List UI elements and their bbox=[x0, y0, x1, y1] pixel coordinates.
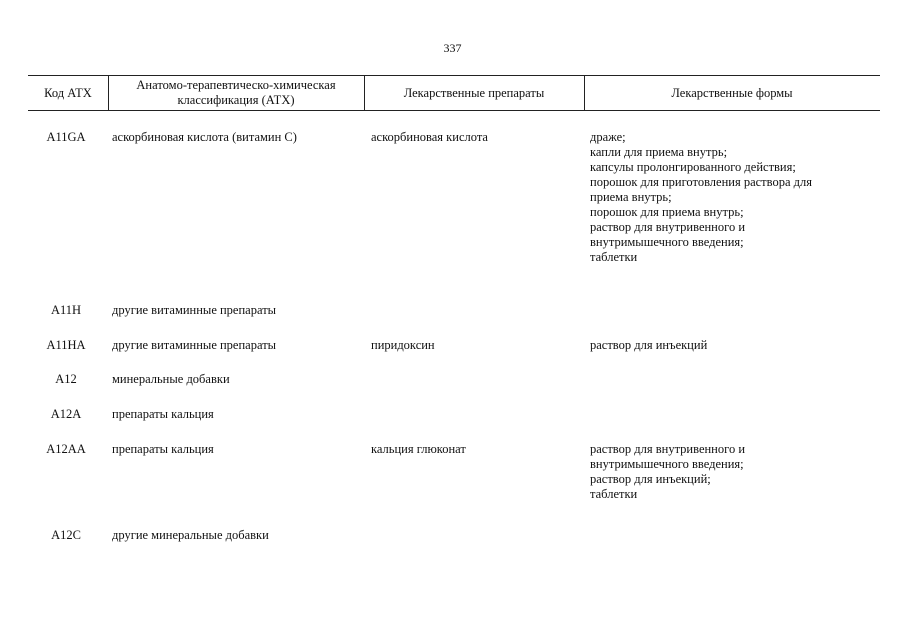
atc-code: A11HA bbox=[46, 338, 86, 352]
atc-code: A12A bbox=[50, 407, 82, 421]
header-bottom-rule bbox=[28, 110, 880, 111]
dosage-form-line: внутримышечного введения; bbox=[590, 457, 744, 471]
dosage-form-line: раствор для инъекций bbox=[590, 338, 708, 352]
atc-code: A12 bbox=[55, 372, 77, 386]
atc-name: препараты кальция bbox=[112, 407, 214, 421]
dosage-form-line: таблетки bbox=[590, 250, 638, 264]
drug-name: кальция глюконат bbox=[371, 442, 466, 456]
dosage-forms bbox=[590, 338, 880, 353]
header-drugs: Лекарственные препараты bbox=[403, 85, 545, 100]
atc-code: A11GA bbox=[46, 130, 86, 144]
atc-name: другие минеральные добавки bbox=[112, 528, 269, 542]
dosage-form-line: раствор для инъекций; bbox=[590, 472, 711, 486]
dosage-forms bbox=[590, 130, 880, 265]
atc-name: другие витаминные препараты bbox=[112, 303, 277, 317]
dosage-form-line: порошок для приготовления раствора для bbox=[590, 175, 812, 189]
drug-name: пиридоксин bbox=[371, 338, 435, 352]
atc-name: другие витаминные препараты bbox=[112, 338, 277, 352]
dosage-form-line: таблетки bbox=[590, 487, 638, 501]
header-dosage-forms: Лекарственные формы bbox=[671, 85, 793, 100]
dosage-form-line: капли для приема внутрь; bbox=[590, 145, 728, 159]
drug-name: аскорбиновая кислота bbox=[371, 130, 488, 144]
atc-name: препараты кальция bbox=[112, 442, 214, 456]
dosage-form-line: драже; bbox=[590, 130, 626, 144]
dosage-form-line: приема внутрь; bbox=[590, 190, 672, 204]
atc-code: A11H bbox=[50, 303, 82, 317]
header-atc-classification: Анатомо-терапевтическо-химическая классификация (АТХ) bbox=[136, 78, 336, 107]
page-number: 337 bbox=[443, 41, 462, 55]
dosage-forms bbox=[590, 442, 880, 502]
dosage-form-line: внутримышечного введения; bbox=[590, 235, 744, 249]
atc-name: аскорбиновая кислота (витамин С) bbox=[112, 130, 297, 144]
header-code: Код АТХ bbox=[44, 85, 92, 100]
atc-code: A12C bbox=[51, 528, 81, 542]
atc-name: минеральные добавки bbox=[112, 372, 230, 386]
dosage-form-line: капсулы пролонгированного действия; bbox=[590, 160, 796, 174]
dosage-form-line: раствор для внутривенного и bbox=[590, 442, 746, 456]
dosage-form-line: раствор для внутривенного и bbox=[590, 220, 746, 234]
dosage-form-line: порошок для приема внутрь; bbox=[590, 205, 744, 219]
atc-code: A12AA bbox=[46, 442, 86, 456]
